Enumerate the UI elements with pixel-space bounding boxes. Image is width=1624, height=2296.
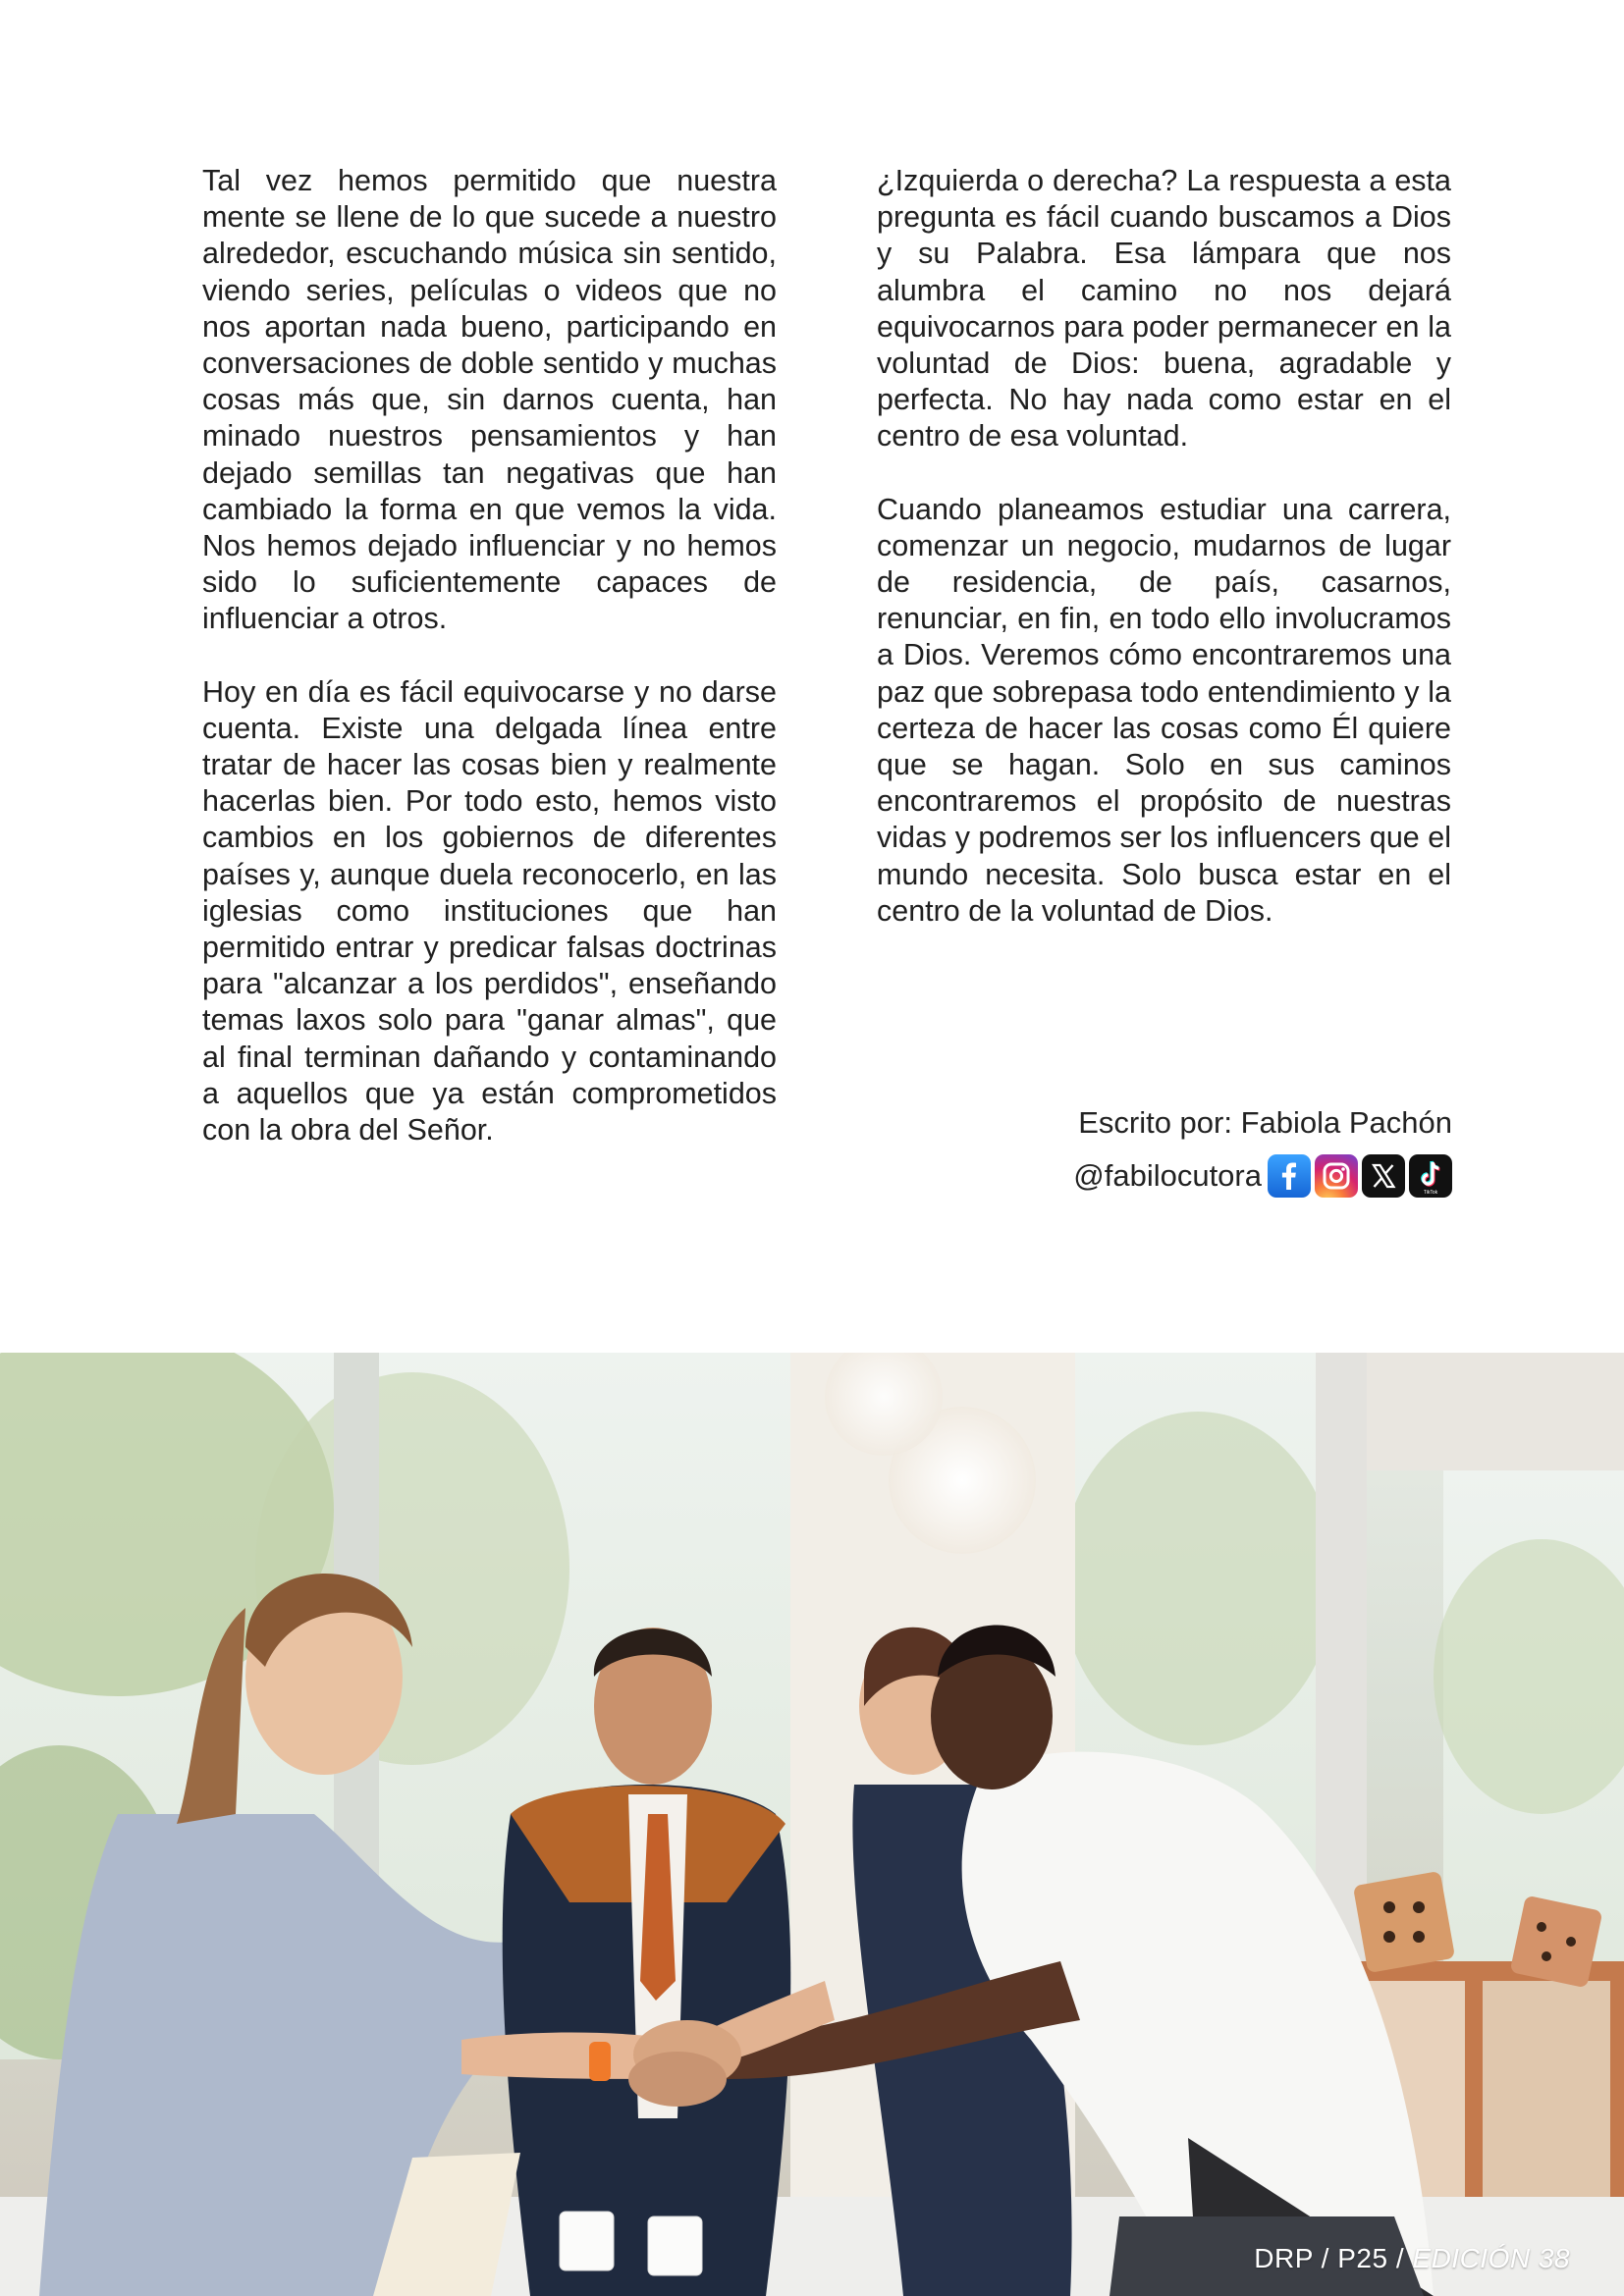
tiktok-label: TikTok (1423, 1190, 1438, 1196)
paragraph: Tal vez hemos permitido que nuestra mente se llene de lo que sucede a nuestro alrededor, escuchando música sin sentido, viendo series, películas o videos que no nos aportan nada bueno, participando en conversaciones de doble sentido y muchas cosas más que, sin darnos cuenta, han minado nuestros pensamientos y han dejado semillas tan negativas que han cambiado la forma en que vemos la vida. Nos hemos dejado influenciar y no hemos sido lo suficientemente capaces de influenciar a otros. (202, 164, 777, 636)
paragraph: Cuando planeamos estudiar una carrera, comenzar un negocio, mudarnos de lugar de residencia, de país, casarnos, renunciar, en fin, en todo ello involucramos a Dios. Veremos cómo encontraremos una paz que sobrepasa todo entendimiento y la certeza de hacer las cosas como Él quiere que se hagan. Solo en sus caminos encontraremos el propósito de nuestras vidas y podremos ser los influencers que el mundo necesita. Solo busca estar en el centro de la voluntad de Dios. (877, 492, 1451, 928)
paragraph: Hoy en día es fácil equivocarse y no darse cuenta. Existe una delgada línea entre tratar de hacer las cosas bien y realmente hacerlas bien. Por todo esto, hemos visto cambios en los gobiernos de diferentes países y, aunque duela reconocerlo, en las iglesias como instituciones que han permitido entrar y predicar falsas doctrinas para "alcanzar a los perdidos", enseñando temas laxos solo para "ganar almas", que al final terminan dañando y contaminando a aquellos que ya están comprometidos con la obra del Señor. (202, 674, 777, 1148)
team-photo-illustration (0, 1353, 1624, 2296)
x-icon[interactable] (1362, 1154, 1405, 1198)
team-photo (0, 1353, 1624, 2296)
paragraph: ¿Izquierda o derecha? La respuesta a esta pregunta es fácil cuando buscamos a Dios y su Palabra. Esa lámpara que nos alumbra el camino no nos dejará equivocarnos para poder permanecer en la voluntad de Dios: buena, agradable y perfecta. No hay nada como estar en el centro de esa voluntad. (877, 164, 1451, 454)
author-social-row (1073, 1154, 1452, 1198)
facebook-icon[interactable] (1268, 1154, 1311, 1198)
footer-edition: EDICIÓN 38 (1412, 2243, 1570, 2273)
author-byline: Escrito por: Fabiola Pachón (1078, 1105, 1452, 1140)
article-column-right (877, 163, 1451, 966)
tiktok-icon[interactable] (1409, 1154, 1452, 1198)
author-handle[interactable]: @fabilocutora (1073, 1158, 1262, 1193)
article-column-left (202, 163, 777, 1185)
page-footer (1254, 2243, 1570, 2274)
footer-prefix: DRP / P25 / (1254, 2243, 1413, 2273)
instagram-icon[interactable] (1315, 1154, 1358, 1198)
